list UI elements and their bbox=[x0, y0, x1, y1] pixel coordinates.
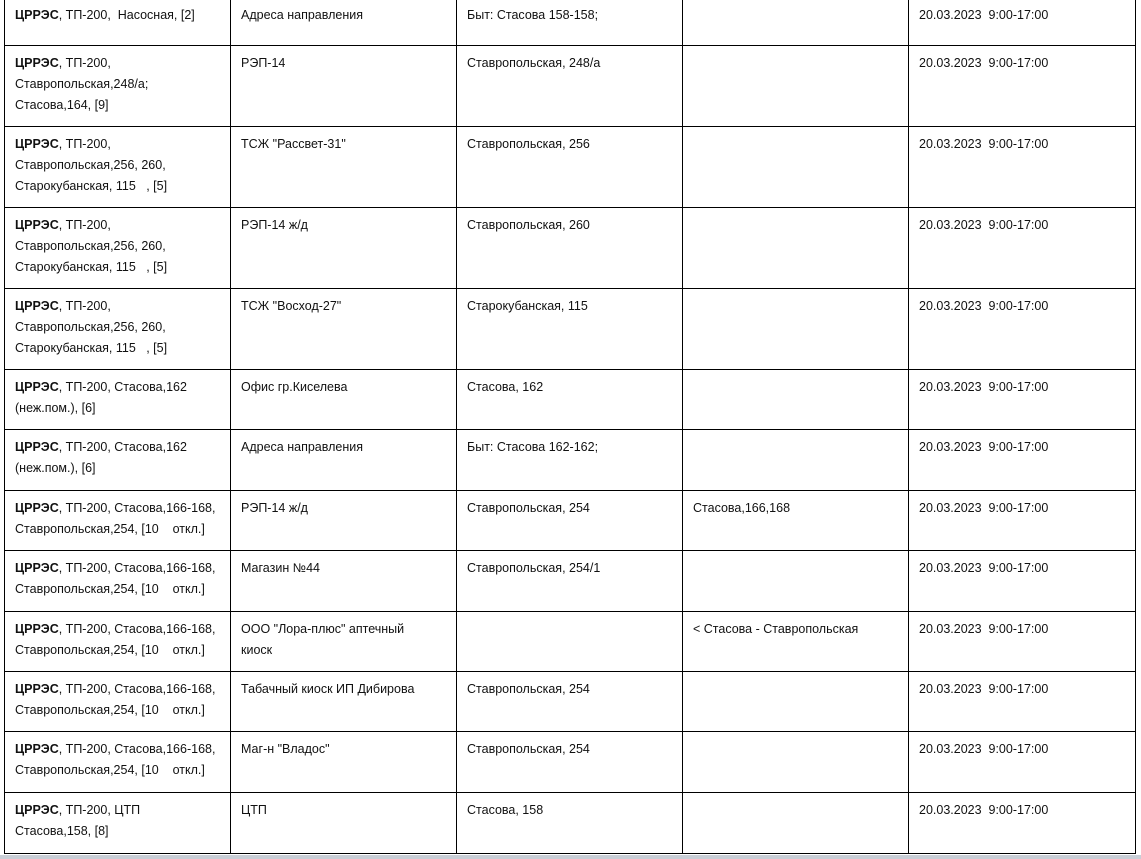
cell-consumer: ТСЖ "Рассвет-31" bbox=[231, 127, 457, 208]
cell-network-location bbox=[5, 208, 231, 289]
cell-address: Стасова, 158 bbox=[457, 793, 683, 854]
cell-note bbox=[683, 289, 909, 370]
cell-address bbox=[457, 612, 683, 672]
substation-location: , ТП-200, Стасова,166-168, Ставропольская,254, [10 откл.] bbox=[15, 682, 216, 717]
cell-network-location bbox=[5, 0, 231, 46]
cell-network-location bbox=[5, 370, 231, 430]
substation-location: , ТП-200, Стасова,166-168, Ставропольская,254, [10 откл.] bbox=[15, 622, 216, 657]
cell-address: Ставропольская, 254 bbox=[457, 491, 683, 551]
cell-network-location bbox=[5, 793, 231, 854]
table-row bbox=[5, 127, 1136, 208]
cell-address: Быт: Стасова 162-162; bbox=[457, 430, 683, 491]
table-row bbox=[5, 732, 1136, 793]
cell-outage-time: 20.03.2023 9:00-17:00 bbox=[909, 793, 1136, 854]
cell-consumer: Офис гр.Киселева bbox=[231, 370, 457, 430]
cell-consumer: РЭП-14 ж/д bbox=[231, 208, 457, 289]
cell-consumer: Магазин №44 bbox=[231, 551, 457, 612]
organization-name: ЦРРЭС bbox=[15, 803, 59, 817]
cell-outage-time: 20.03.2023 9:00-17:00 bbox=[909, 46, 1136, 127]
cell-outage-time: 20.03.2023 9:00-17:00 bbox=[909, 0, 1136, 46]
cell-network-location bbox=[5, 430, 231, 491]
organization-name: ЦРРЭС bbox=[15, 299, 59, 313]
cell-note bbox=[683, 0, 909, 46]
cell-network-location bbox=[5, 551, 231, 612]
window-bottom-edge bbox=[0, 855, 1141, 859]
table-row bbox=[5, 612, 1136, 672]
cell-outage-time: 20.03.2023 9:00-17:00 bbox=[909, 208, 1136, 289]
substation-location: , ТП-200, Ставропольская,256, 260, Старокубанская, 115 , [5] bbox=[15, 137, 168, 193]
cell-consumer: РЭП-14 bbox=[231, 46, 457, 127]
cell-consumer: ЦТП bbox=[231, 793, 457, 854]
cell-note bbox=[683, 672, 909, 732]
organization-name: ЦРРЭС bbox=[15, 440, 59, 454]
cell-consumer: Адреса направления bbox=[231, 430, 457, 491]
substation-location: , ТП-200, Ставропольская,256, 260, Старокубанская, 115 , [5] bbox=[15, 218, 168, 274]
cell-network-location bbox=[5, 491, 231, 551]
cell-outage-time: 20.03.2023 9:00-17:00 bbox=[909, 672, 1136, 732]
cell-outage-time: 20.03.2023 9:00-17:00 bbox=[909, 491, 1136, 551]
substation-location: , ТП-200, ЦТП Стасова,158, [8] bbox=[15, 803, 141, 838]
table-row bbox=[5, 289, 1136, 370]
cell-note: Стасова,166,168 bbox=[683, 491, 909, 551]
cell-note bbox=[683, 127, 909, 208]
cell-address: Ставропольская, 256 bbox=[457, 127, 683, 208]
cell-outage-time: 20.03.2023 9:00-17:00 bbox=[909, 430, 1136, 491]
organization-name: ЦРРЭС bbox=[15, 682, 59, 696]
table-row bbox=[5, 208, 1136, 289]
substation-location: , ТП-200, Ставропольская,248/а; Стасова,164, [9] bbox=[15, 56, 149, 112]
cell-note bbox=[683, 793, 909, 854]
cell-note bbox=[683, 430, 909, 491]
substation-location: , ТП-200, Стасова,162 (неж.пом.), [6] bbox=[15, 380, 187, 415]
cell-consumer: Адреса направления bbox=[231, 0, 457, 46]
table-row bbox=[5, 430, 1136, 491]
cell-note bbox=[683, 370, 909, 430]
cell-address: Быт: Стасова 158-158; bbox=[457, 0, 683, 46]
cell-consumer: Табачный киоск ИП Дибирова bbox=[231, 672, 457, 732]
cell-address: Ставропольская, 260 bbox=[457, 208, 683, 289]
cell-consumer: ООО "Лора-плюс" аптечный киоск bbox=[231, 612, 457, 672]
cell-address: Ставропольская, 254 bbox=[457, 672, 683, 732]
table-row bbox=[5, 672, 1136, 732]
cell-network-location bbox=[5, 127, 231, 208]
cell-address: Ставропольская, 254 bbox=[457, 732, 683, 793]
cell-note bbox=[683, 732, 909, 793]
cell-note: < Стасова - Ставропольская bbox=[683, 612, 909, 672]
outage-table-body bbox=[5, 0, 1136, 854]
cell-outage-time: 20.03.2023 9:00-17:00 bbox=[909, 127, 1136, 208]
cell-address: Старокубанская, 115 bbox=[457, 289, 683, 370]
cell-address: Ставропольская, 248/а bbox=[457, 46, 683, 127]
organization-name: ЦРРЭС bbox=[15, 622, 59, 636]
table-row bbox=[5, 491, 1136, 551]
cell-outage-time: 20.03.2023 9:00-17:00 bbox=[909, 551, 1136, 612]
table-row bbox=[5, 370, 1136, 430]
organization-name: ЦРРЭС bbox=[15, 8, 59, 22]
cell-network-location bbox=[5, 289, 231, 370]
substation-location: , ТП-200, Стасова,166-168, Ставропольская,254, [10 откл.] bbox=[15, 501, 216, 536]
cell-note bbox=[683, 551, 909, 612]
cell-address: Ставропольская, 254/1 bbox=[457, 551, 683, 612]
cell-consumer: ТСЖ "Восход-27" bbox=[231, 289, 457, 370]
organization-name: ЦРРЭС bbox=[15, 380, 59, 394]
outage-table bbox=[4, 0, 1136, 854]
cell-consumer: РЭП-14 ж/д bbox=[231, 491, 457, 551]
organization-name: ЦРРЭС bbox=[15, 218, 59, 232]
cell-network-location bbox=[5, 672, 231, 732]
cell-note bbox=[683, 208, 909, 289]
cell-outage-time: 20.03.2023 9:00-17:00 bbox=[909, 612, 1136, 672]
cell-network-location bbox=[5, 732, 231, 793]
substation-location: , ТП-200, Стасова,166-168, Ставропольская,254, [10 откл.] bbox=[15, 561, 216, 596]
table-row bbox=[5, 46, 1136, 127]
cell-address: Стасова, 162 bbox=[457, 370, 683, 430]
cell-note bbox=[683, 46, 909, 127]
substation-location: , ТП-200, Насосная, [2] bbox=[58, 8, 195, 22]
table-row bbox=[5, 793, 1136, 854]
substation-location: , ТП-200, Стасова,162 (неж.пом.), [6] bbox=[15, 440, 187, 475]
organization-name: ЦРРЭС bbox=[15, 501, 59, 515]
cell-outage-time: 20.03.2023 9:00-17:00 bbox=[909, 289, 1136, 370]
cell-network-location bbox=[5, 46, 231, 127]
table-row bbox=[5, 0, 1136, 46]
cell-outage-time: 20.03.2023 9:00-17:00 bbox=[909, 732, 1136, 793]
cell-outage-time: 20.03.2023 9:00-17:00 bbox=[909, 370, 1136, 430]
cell-consumer: Маг-н "Владос" bbox=[231, 732, 457, 793]
table-row bbox=[5, 551, 1136, 612]
organization-name: ЦРРЭС bbox=[15, 56, 59, 70]
cell-network-location bbox=[5, 612, 231, 672]
substation-location: , ТП-200, Ставропольская,256, 260, Старокубанская, 115 , [5] bbox=[15, 299, 168, 355]
organization-name: ЦРРЭС bbox=[15, 137, 59, 151]
organization-name: ЦРРЭС bbox=[15, 742, 59, 756]
organization-name: ЦРРЭС bbox=[15, 561, 59, 575]
substation-location: , ТП-200, Стасова,166-168, Ставропольская,254, [10 откл.] bbox=[15, 742, 216, 777]
